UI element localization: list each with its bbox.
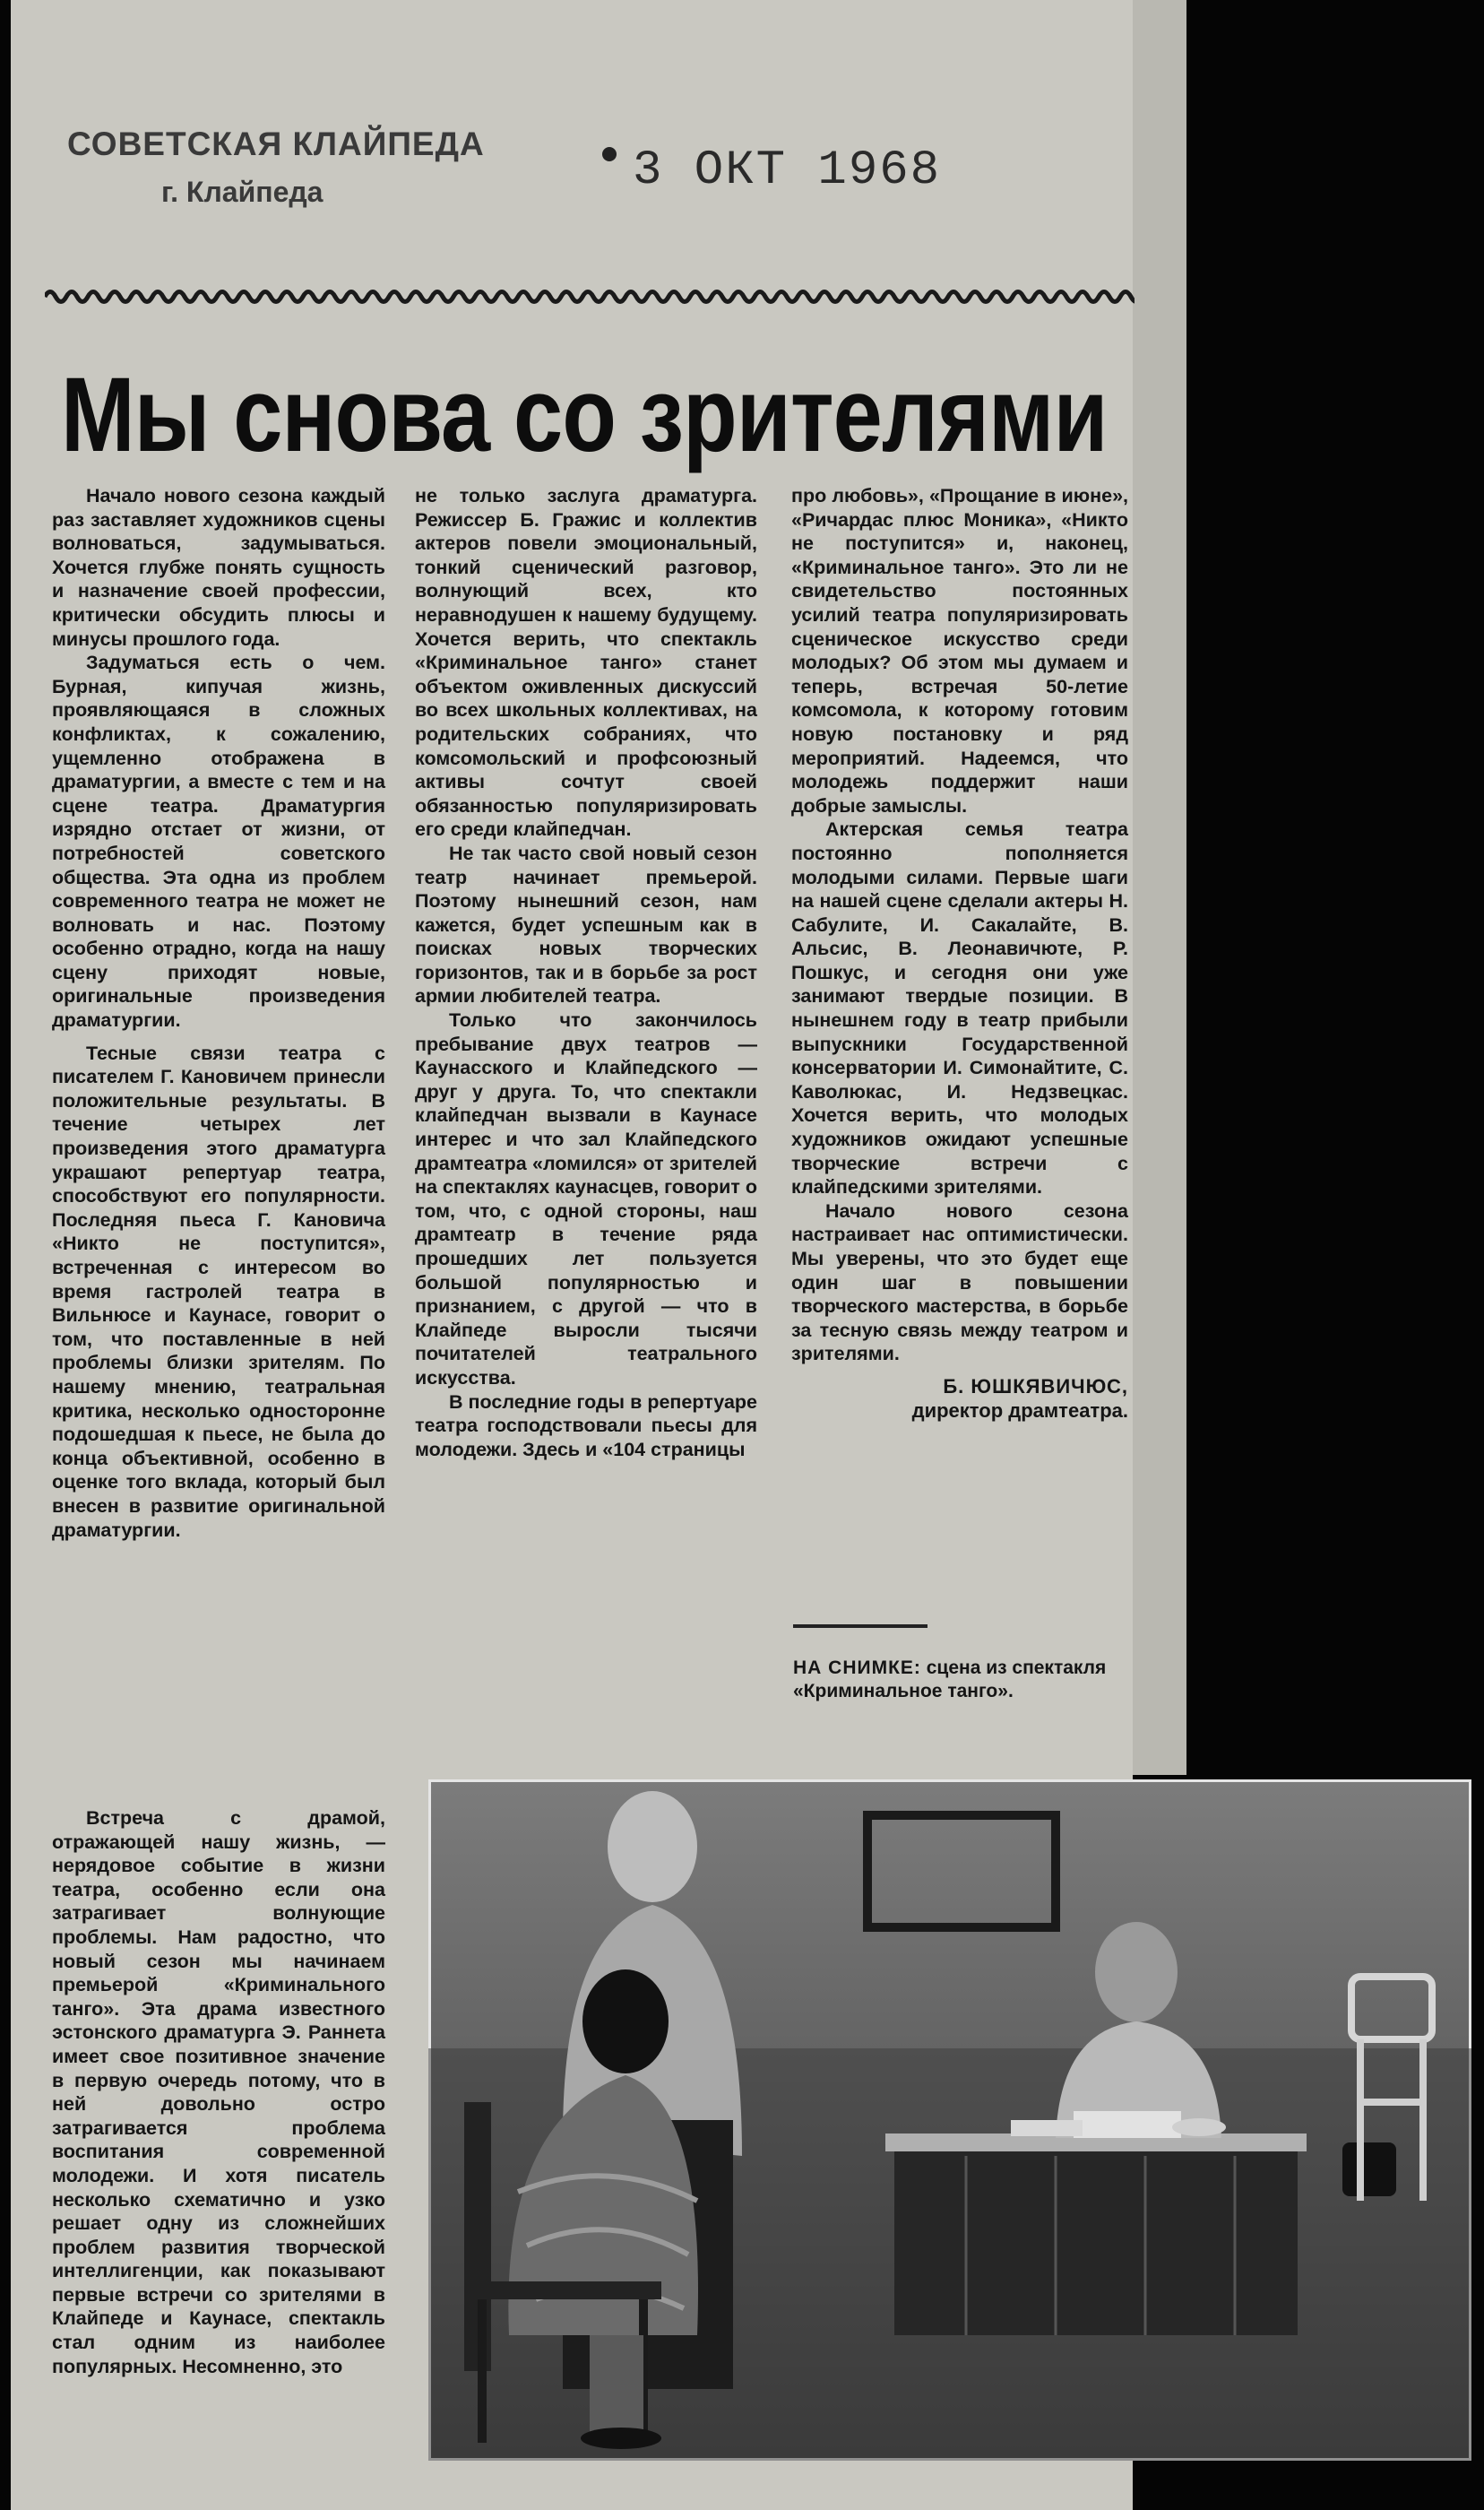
caption-text: сцена из спектакля «Криминальное танго». bbox=[793, 1657, 1107, 1701]
paragraph: Задуматься есть о чем. Бурная, кипучая жизнь, проявляющаяся в сложных конфликтах, к сожалению, ущемленно отображена в драматургии, а вместе с тем и на сцене театра. Драматургия изрядно отстает от жизни, от потребностей советского общества. Эта одна из проблем современного театра не может не волновать и нас. Поэтому особенно отрадно, когда на нашу сцену приходят новые, оригинальные произведения драматургии. bbox=[52, 652, 385, 1032]
paragraph: Не так часто свой новый сезон театр начинает премьерой. Поэтому нынешний сезон, нам кажется, будет успешным как в поисках новых творческих горизонтов, так и в борьбе за рост армии любителей театра. bbox=[415, 842, 757, 1008]
paragraph: про любовь», «Прощание в июне», «Ричардас плюс Моника», «Никто не поступится» и, наконец, «Криминальное танго». Это ли не свидетельство постоянных усилий театра популяризировать сценическое искусство среди молодых? Об этом мы думаем и теперь, встречая 50-летие комсомола, к которому готовим новую постановку и ряд мероприятий. Надеемся, что молодежь поддержит наши добрые замыслы. bbox=[791, 485, 1128, 817]
paragraph: Актерская семья театра постоянно пополняется молодыми силами. Первые шаги на нашей сцене сделали актеры Н. Сабулите, И. Сакалайте, В. Альсис, В. Леонавичюте, Р. Пошкус, и сегодня они уже занимают твердые позиции. В нынешнем году в театр прибыли выпускники Государственной консерватории И. Симонайтите, С. Каволюкас, И. Недзвецкас. Хочется верить, что молодых художников ожидают успешные творческие встречи с клайпедскими зрителями. bbox=[791, 818, 1128, 1199]
paragraph: Начало нового сезона настраивает нас оптимистически. Мы уверены, что это будет еще один шаг в повышении творческого мастерства, в борьбе за тесную связь между театром и зрителями. bbox=[791, 1199, 1128, 1365]
article-column-2 bbox=[415, 484, 757, 1461]
paragraph: Начало нового сезона каждый раз заставляет художников сцены волноваться, задумываться. Хочется глубже понять сущность и назначение своей профессии, критически обсудить плюсы и минусы прошлого года. bbox=[52, 485, 385, 650]
article-column-1 bbox=[52, 484, 385, 1542]
clipping-edge bbox=[1133, 0, 1186, 1775]
article-headline: Мы снова со зрителями bbox=[61, 356, 1108, 474]
paragraph: Только что закончилось пребывание двух театров — Каунасского и Клайпедского — друг у друга. То, что спектакли клайпедчан вызвали в Каунасе интерес и что зал Клайпедского драмтеатра «ломился» от зрителей на спектаклях каунасцев, говорит о том, что, с одной стороны, наш драмтеатр в течение ряда прошедших лет пользуется большой популярностью и признанием, с другой — что в Клайпеде выросли тысячи почитателей театрального искусства. bbox=[415, 1009, 757, 1389]
newspaper-city: г. Клайпеда bbox=[161, 176, 324, 208]
article-column-3 bbox=[791, 484, 1128, 1423]
masthead bbox=[67, 126, 485, 209]
stage-photo-image bbox=[428, 1779, 1471, 2461]
paragraph: Встреча с драмой, отражающей нашу жизнь, — нерядовое событие в жизни театра, особенно если она затрагивает волнующие проблемы. Нам радостно, что новый сезон мы начинаем премьерой «Криминального танго». Эта драма известного эстонского драматурга Э. Раннета имеет свое позитивное значение в первую очередь потому, что в ней довольно остро затрагивается проблема воспитания современной молодежи. И хотя писатель несколько схематично и узко решает одну из сложнейших проблем развития творческой интеллигенции, как показывают первые встречи со зрителями в Клайпеде и Каунасе, спектакль стал одним из наиболее популярных. Несомненно, это bbox=[52, 1807, 385, 2377]
paragraph: В последние годы в репертуаре театра господствовали пьесы для молодежи. Здесь и «104 страницы bbox=[415, 1390, 757, 1460]
paragraph: не только заслуга драматурга. Режиссер Б. Гражис и коллектив актеров повели эмоциональный, тонкий сценический разговор, волнующий всех, кто неравнодушен к нашему будущему. Хочется верить, что спектакль «Криминальное танго» станет объектом оживленных дискуссий во всех школьных коллективах, на родительских собраниях, что комсомольский и профсоюзный активы сочтут своей обязанностью популяризировать его среди клайпедчан. bbox=[415, 485, 757, 841]
date-stamp: 3 ОКТ 1968 bbox=[633, 143, 942, 198]
author-signature bbox=[791, 1375, 1128, 1423]
article-column-4 bbox=[52, 1806, 385, 2378]
photo-caption bbox=[793, 1657, 1126, 1703]
stage-photo bbox=[428, 1779, 1471, 2461]
caption-rule bbox=[793, 1624, 928, 1628]
author-name: Б. ЮШКЯВИЧЮС, bbox=[943, 1374, 1128, 1398]
newspaper-name: СОВЕТСКАЯ КЛАЙПЕДА bbox=[67, 126, 485, 162]
paragraph: Тесные связи театра с писателем Г. Кановичем принесли положительные результаты. В течение четырех лет произведения этого драматурга украшают репертуар театра, способствуют его популярности. Последняя пьеса Г. Кановича «Никто не поступится», встреченная с интересом во время гастролей театра в Вильнюсе и Каунасе, говорит о том, что поставленные в ней проблемы близки зрителям. По нашему мнению, театральная критика, несколько односторонне подошедшая к пьесе, не была до конца объективной, особенно в оценке того вклада, который был внесен в развитие оригинальной драматургии. bbox=[52, 1042, 385, 1541]
author-title: директор драмтеатра. bbox=[911, 1398, 1128, 1422]
caption-lead: НА СНИМКЕ: bbox=[793, 1657, 921, 1678]
decorative-wave-rule bbox=[45, 285, 1135, 308]
